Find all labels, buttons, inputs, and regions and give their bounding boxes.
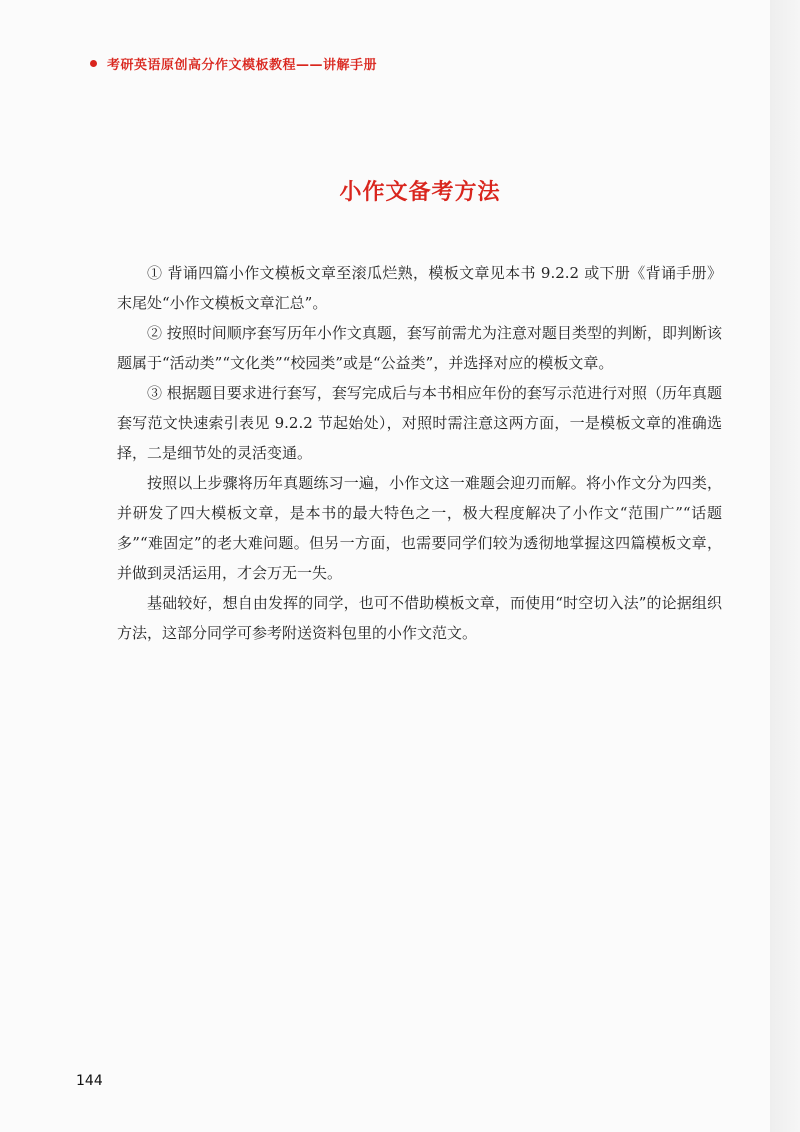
body-text — [117, 258, 722, 648]
running-header — [90, 54, 377, 73]
paragraph-step-3: ③ 根据题目要求进行套写，套写完成后与本书相应年份的套写示范进行对照（历年真题套写范文快速索引表见 9.2.2 节起始处），对照时需注意这两方面，一是模板文章的准确选择，二是细节处的灵活变通。 — [117, 384, 722, 462]
section-title: 小作文备考方法 — [339, 180, 501, 205]
page-edge — [770, 0, 800, 1132]
paragraph-step-2: ② 按照时间顺序套写历年小作文真题，套写前需尤为注意对题目类型的判断，即判断该题属于“活动类”“文化类”“校园类”或是“公益类”，并选择对应的模板文章。 — [117, 324, 722, 372]
page-number: 144 — [76, 1073, 103, 1089]
paragraph-advanced: 基础较好，想自由发挥的同学，也可不借助模板文章，而使用“时空切入法”的论据组织方法，这部分同学可参考附送资料包里的小作文范文。 — [117, 594, 722, 642]
header-bullet-icon — [90, 60, 97, 67]
paragraph-summary: 按照以上步骤将历年真题练习一遍，小作文这一难题会迎刃而解。将小作文分为四类，并研发了四大模板文章，是本书的最大特色之一，极大程度解决了小作文“范围广”“话题多”“难固定”的老大难问题。但另一方面，也需要同学们较为透彻地掌握这四篇模板文章，并做到灵活运用，才会万无一失。 — [117, 474, 722, 582]
header-text: 考研英语原创高分作文模板教程——讲解手册 — [107, 58, 378, 73]
paragraph-step-1: ① 背诵四篇小作文模板文章至滚瓜烂熟，模板文章见本书 9.2.2 或下册《背诵手册》末尾处“小作文模板文章汇总”。 — [117, 264, 722, 312]
